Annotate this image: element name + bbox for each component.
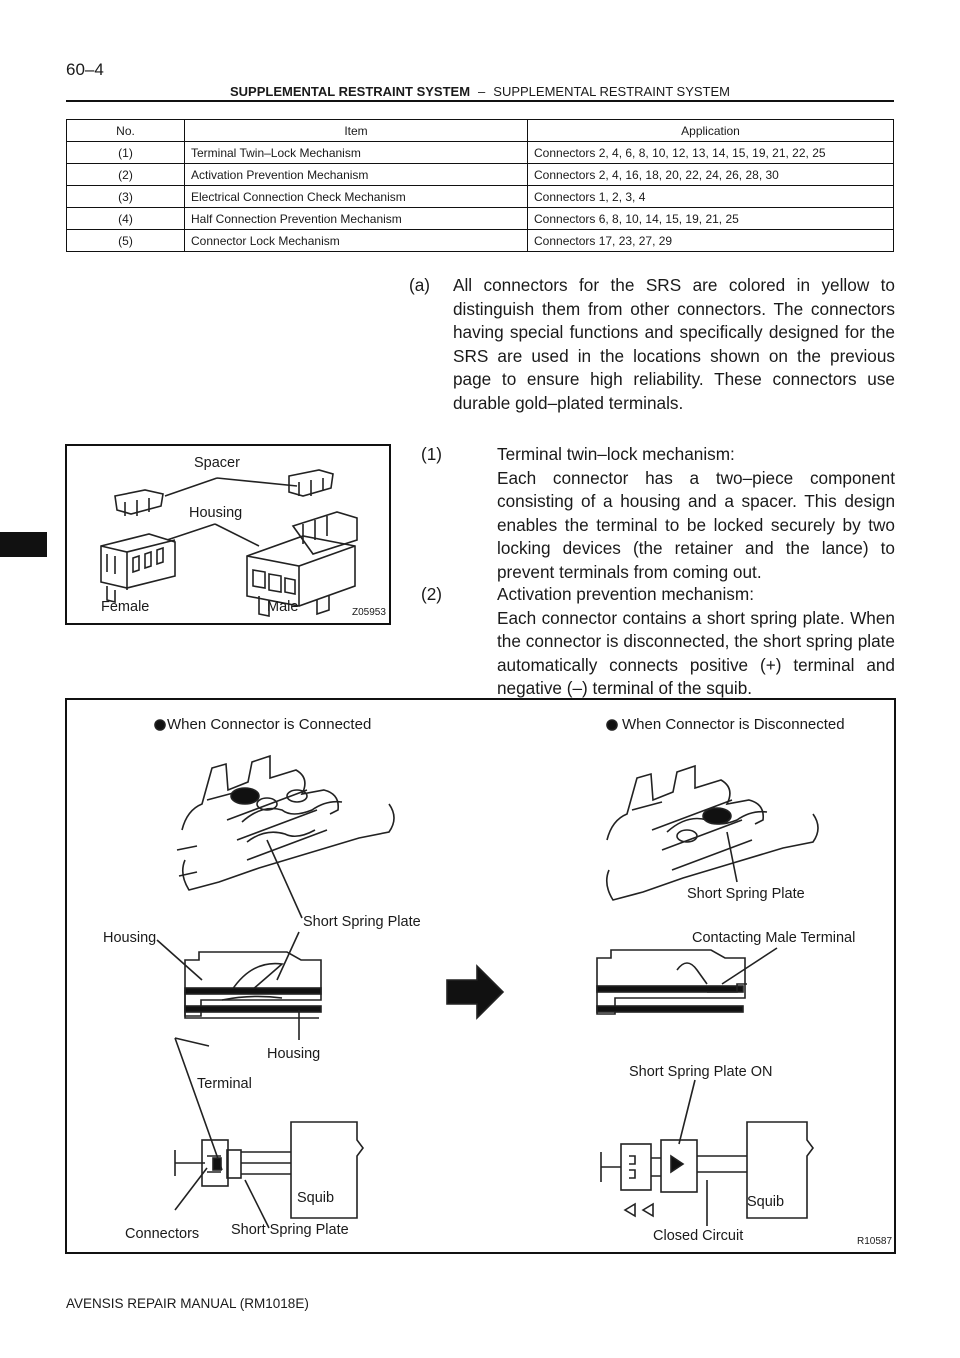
item-2-title: Activation prevention mechanism: [497, 584, 754, 604]
label-closed-circuit: Closed Circuit [653, 1228, 744, 1244]
cell-item: Terminal Twin–Lock Mechanism [185, 142, 528, 164]
label-short-spring-plate-left: Short Spring Plate [303, 914, 421, 930]
header-section-plain: SUPPLEMENTAL RESTRAINT SYSTEM [493, 84, 730, 99]
figure-id: Z05953 [352, 607, 386, 618]
cell-item: Activation Prevention Mechanism [185, 164, 528, 186]
cell-application: Connectors 2, 4, 16, 18, 20, 22, 24, 26, 28, 30 [528, 164, 894, 186]
paragraph-a-text: All connectors for the SRS are colored in yellow to distinguish them from other connectors. The connectors having special functions and specifically designed for the SRS are used in the locations shown on the previous page to ensure high reliability. These connectors use durable gold–plated terminals. [453, 275, 895, 413]
cell-application: Connectors 17, 23, 27, 29 [528, 230, 894, 252]
header-section-bold: SUPPLEMENTAL RESTRAINT SYSTEM [230, 84, 471, 99]
label-squib-left: Squib [297, 1190, 335, 1206]
col-header-application: Application [528, 120, 894, 142]
item-1 [409, 443, 895, 584]
header-separator: – [478, 84, 486, 99]
label-terminal: Terminal [197, 1076, 252, 1092]
table-header-row [67, 120, 894, 142]
cell-item: Half Connection Prevention Mechanism [185, 208, 528, 230]
label-short-spring-plate-on: Short Spring Plate ON [629, 1064, 773, 1080]
table-row [67, 164, 894, 186]
table-row [67, 208, 894, 230]
label-short-spring-plate-bottom: Short Spring Plate [231, 1222, 349, 1238]
section-tab-marker [0, 532, 47, 557]
label-squib-right: Squib [747, 1194, 785, 1210]
cell-no: (5) [67, 230, 185, 252]
item-1-text: Each connector has a two–piece component consisting of a housing and a spacer. This design enables the terminal to be locked securely by two locking devices (the retainer and the lance) to prevent terminals from coming out. [497, 467, 895, 582]
label-housing-bottom: Housing [267, 1046, 321, 1062]
item-2 [409, 583, 895, 701]
item-1-title: Terminal twin–lock mechanism: [497, 444, 735, 464]
label-short-spring-plate-top-right: Short Spring Plate [687, 886, 805, 902]
label-male: Male [267, 599, 299, 615]
figure-id: R10587 [857, 1236, 893, 1247]
paragraph-a [409, 274, 895, 415]
cell-application: Connectors 1, 2, 3, 4 [528, 186, 894, 208]
cell-application: Connectors 2, 4, 6, 8, 10, 12, 13, 14, 15, 19, 21, 22, 25 [528, 142, 894, 164]
title-connected: When Connector is Connected [167, 716, 372, 733]
item-2-label: (2) [421, 584, 443, 604]
table-row [67, 142, 894, 164]
connector-parts-illustration [67, 446, 389, 623]
cell-no: (2) [67, 164, 185, 186]
cell-no: (3) [67, 186, 185, 208]
table-row [67, 230, 894, 252]
table-row [67, 186, 894, 208]
figure-connector-parts [65, 444, 391, 625]
label-spacer: Spacer [194, 455, 240, 471]
cell-no: (1) [67, 142, 185, 164]
figure-activation-prevention [65, 698, 896, 1254]
item-2-text: Each connector contains a short spring plate. When the connector is disconnected, the short spring plate automatically connects positive (+) terminal and negative (–) terminal of the squib. [497, 607, 895, 698]
cell-item: Connector Lock Mechanism [185, 230, 528, 252]
paragraph-a-label: (a) [409, 275, 431, 295]
label-connectors: Connectors [125, 1226, 200, 1242]
label-housing-left: Housing [103, 930, 157, 946]
title-disconnected: When Connector is Disconnected [622, 716, 845, 733]
label-housing: Housing [189, 505, 243, 521]
page-number: 60–4 [66, 60, 104, 79]
cell-item: Electrical Connection Check Mechanism [185, 186, 528, 208]
footer-manual-title: AVENSIS REPAIR MANUAL (RM1018E) [66, 1296, 309, 1311]
item-1-label: (1) [421, 444, 443, 464]
cell-no: (4) [67, 208, 185, 230]
activation-prevention-illustration [67, 700, 894, 1252]
col-header-item: Item [185, 120, 528, 142]
cell-application: Connectors 6, 8, 10, 14, 15, 19, 21, 25 [528, 208, 894, 230]
running-header [66, 84, 894, 102]
connector-application-table [66, 119, 894, 252]
label-female: Female [101, 599, 150, 615]
col-header-no: No. [67, 120, 185, 142]
label-contacting-male-terminal: Contacting Male Terminal [692, 930, 856, 946]
